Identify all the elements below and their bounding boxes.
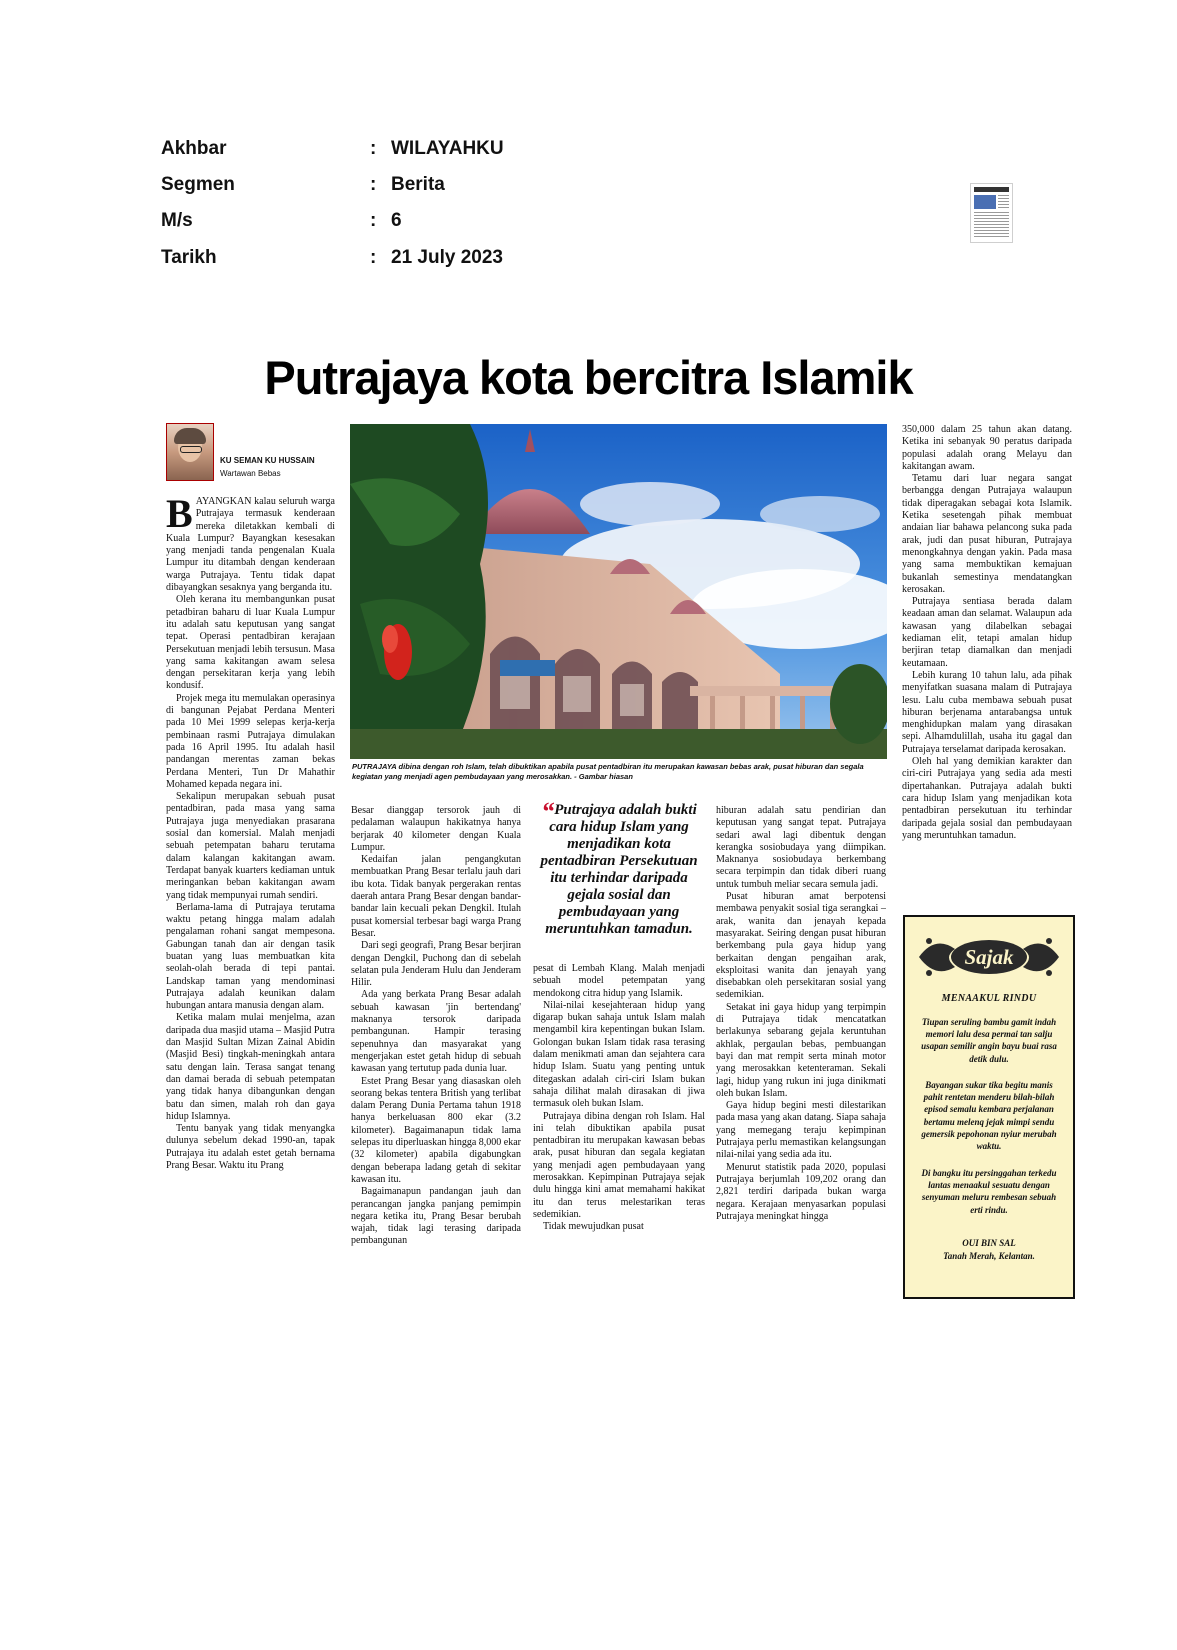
author-photo	[166, 423, 214, 481]
article-paragraph: Tetamu dari luar negara sangat berbangga dengan Putrajaya walaupun tidak diperagakan sebagai kota Islamik. Ketika sesetengah pihak membuat andaian liar bahawa pelancong suka pada arak, judi dan pusat hiburan, Putrajaya menongkahnya dengan yakin. Pada masa yang sama membuktikan kemajuan bukanlah semestinya mendatangkan kerosakan.	[902, 473, 1072, 595]
article-paragraph: Sekalipun merupakan sebuah pusat pentadbiran, pada masa yang sama Putrajaya juga menyediakan prasarana sosial dan komersial. Malah menjadi sebuah petempatan baharu terutama dalam kalangan kakitangan awam. Terdapat banyak kuarters kediaman untuk meringankan beban kakitangan awam yang tidak mempunyai rumah sendiri.	[166, 791, 335, 901]
mosque-photo	[350, 424, 887, 759]
article-paragraph: Estet Prang Besar yang diasaskan oleh seorang bekas tentera British yang terlibat dalam Perang Dunia Pertama tahun 1918 hanya berkeluasan 800 ekar (3.2 kilometer). Bagaimanapun tidak lama selepas itu diperluaskan hingga 8,000 ekar (32 kilometer) apabila digabungkan dengan beberapa ladang getah di sekitar kawasan itu.	[351, 1075, 521, 1185]
article-paragraph: pesat di Lembah Klang. Malah menjadi sebuah model petempatan yang mendokong citra hidup yang Islamik.	[533, 963, 705, 999]
meta-label: Segmen	[161, 174, 235, 195]
article-paragraph: BAYANGKAN kalau seluruh warga Putrajaya termasuk kenderaan mereka diletakkan kembali di Kuala Lumpur? Bayangkan kesesakan yang menjadi tanda pengenalan Kuala Lumpur itu ditambah dengan kenderaan warga Putrajaya. Tentu tidak dapat dibayangkan sesaknya yang berganda itu.	[166, 496, 335, 594]
meta-value: Berita	[391, 174, 445, 195]
pull-quote-text: Putrajaya adalah bukti cara hidup Islam yang menjadikan kota pentadbiran Persekutuan itu terhindar daripada gejala sosial dan pembudayaan yang meruntuhkan tamadun.	[540, 802, 698, 937]
meta-value: 21 July 2023	[391, 247, 503, 268]
page-thumbnail	[970, 183, 1013, 243]
article-paragraph: Putrajaya sentiasa berada dalam keadaan aman dan selamat. Walaupun ada kawasan yang dilabelkan sebagai kediaman elit, tetapi amalan hidup berjiran tetap diamalkan dan menjadi keutamaan.	[902, 596, 1072, 669]
article-paragraph: Menurut statistik pada 2020, populasi Putrajaya berjumlah 109,202 orang dan 2,821 terdiri daripada bukan warga negara. Kerajaan menyasarkan populasi Putrajaya meningkat hingga	[716, 1161, 886, 1222]
meta-colon: :	[370, 247, 377, 268]
article-paragraph: Ketika malam mulai menjelma, azan daripada dua masjid utama – Masjid Putra dan Masjid Sultan Mizan Zainal Abidin (Masjid Besi) tingkah-meningkah antara satu dengan lain. Terasa sangat tenang dan damai berada di sebuah petempatan yang tidak hanya dibangunkan dengan batu dan simen, malah roh dan gaya hidup Islamnya.	[166, 1012, 335, 1122]
article-paragraph: Setakat ini gaya hidup yang terpimpin di Putrajaya tidak mencatatkan berlakunya sebarang gejala keruntuhan akhlak, pergaulan bebas, pembuangan bayi dan mat rempit serta minah motor yang merosakkan ketenteraman. Sekali lagi, hidup yang rukun ini juga dinikmati oleh bukan Islam.	[716, 1001, 886, 1099]
pull-quote	[532, 797, 706, 938]
meta-colon: :	[370, 174, 377, 195]
meta-value: 6	[391, 210, 402, 231]
article-paragraph: 350,000 dalam 25 tahun akan datang. Ketika ini sebanyak 90 peratus daripada populasi adalah orang Melayu dan kakitangan awam.	[902, 424, 1072, 472]
poem-stanza: Tiupan seruling bambu gamit indah memori lalu desa permai tan salju usapan semilir angin bayu buai rasa detik dulu.	[921, 1017, 1057, 1064]
article-paragraph: Pusat hiburan amat berpotensi membawa penyakit sosial tiga serangkai – arak, wanita dan jenayah kepada masyarakat. Seiring dengan pusat hiburan berkembang pula gaya hidup yang berkaitan dengan pengaihan arak, eksploitasi wanita dan jenayah yang disebabkan oleh persekitaran sosial yang sedemikian.	[716, 891, 886, 1001]
article-paragraph: Oleh kerana itu membangunkan pusat petadbiran baharu di luar Kuala Lumpur itu adalah satu keputusan yang sangat tepat. Operasi pentadbiran kerajaan Persekutuan menjadi lebih tersusun. Masa yang sama kakitangan awam selesa dengan persekitaran kerja yang lebih kondusif.	[166, 594, 335, 692]
poem-author: OUI BIN SAL	[962, 1238, 1016, 1248]
meta-label: Tarikh	[161, 247, 217, 268]
article-paragraph: Bagaimanapun pandangan jauh dan perancangan jangka panjang pemimpin negara ketika itu, Prang Besar berubah wajah, tidak lagi terasing daripada pembangunan	[351, 1186, 521, 1247]
meta-colon: :	[370, 138, 377, 159]
sajak-banner	[915, 927, 1063, 987]
author-name: KU SEMAN KU HUSSAIN	[220, 456, 315, 465]
poem-stanza: Bayangan sukar tika begitu manis pahit rentetan menderu bilah-bilah episod semalu kembara perjalanan bertamu melenq jejak mimpi sendu gemersik pepohonan nyiur merubah waktu.	[921, 1080, 1057, 1152]
article-paragraph: Kedaifan jalan pengangkutan membuatkan Prang Besar terlalu jauh dari ibu kota. Tidak banyak pergerakan rentas daerah antara Prang Besar dengan bandar-bandar lain kecuali pekan Dengkil. Itulah pusat komersial terbesar bagi warga Prang Besar.	[351, 854, 521, 939]
photo-caption: PUTRAJAYA dibina dengan roh Islam, telah dibuktikan apabila pusat pentadbiran itu merupakan kawasan bebas arak, pusat hiburan dan segala kegiatan yang menjadi agen pembudayaan yang merosakkan. - Gambar hiasan	[352, 762, 864, 781]
byline	[166, 423, 346, 483]
article-paragraph: Berlama-lama di Putrajaya terutama waktu petang hingga malam adalah pengalaman rohani sangat mempesona. Gabungan tanah dan air dengan tasik buatan yang luas membuatkan kita seolah-olah berada di tepi pantai. Landskap taman yang mendominasi Putrajaya adalah keunikan dalam hubungan antara manusia dengan alam.	[166, 901, 335, 1012]
article-paragraph: Putrajaya dibina dengan roh Islam. Hal ini telah dibuktikan apabila pusat pentadbiran itu merupakan kawasan bebas arak, pusat hiburan dan segala kegiatan yang menjadi agen pembudayaan yang merosakkan. Kepimpinan Putrajaya sejak dulu hingga kini amat memahami hakikat itu dan terus melestarikan teras sedemikian.	[533, 1110, 705, 1220]
article-column-2	[351, 805, 521, 1305]
article-paragraph: hiburan adalah satu pendirian dan keputusan yang sangat tepat. Putrajaya sedari awal lagi dibentuk dengan kerangka sosiobudaya yang diimpikan. Maknanya sosiobudaya berkembang secara terpimpin dan tidak diberi ruang untuk tumbuh meliar secara semula jadi.	[716, 805, 886, 890]
sajak-banner-text: Sajak	[964, 945, 1014, 969]
article-paragraph: Oleh hal yang demikian karakter dan ciri-ciri Putrajaya yang sedia ada mesti dipertahankan. Putrajaya adalah bukti cara hidup Islam yang menjadikan kota pentadbiran persekutuan itu terhindar daripada gejala sosial dan pembudayaan yang meruntuhkan tamadun.	[902, 756, 1072, 841]
article-paragraph: Lebih kurang 10 tahun lalu, ada pihak menyifatkan suasana malam di Putrajaya lesu. Lalu cuba membawa sebuah pusat hiburan berjenama antarabangsa untuk menghidupkan malam yang dirasakan sepi. Alhamdulillah, usaha itu gagal dan Putrajaya terselamat daripada kerosakan.	[902, 669, 1072, 755]
quote-mark-icon: “	[541, 797, 555, 826]
author-role: Wartawan Bebas	[220, 469, 281, 478]
poem-stanza: Di bangku itu persinggahan terkedu lantas menaakul sesuatu dengan senyuman meluru rembesan sebuah erti rindu.	[921, 1168, 1057, 1215]
poem-location: Tanah Merah, Kelantan.	[943, 1251, 1035, 1261]
article-paragraph: Gaya hidup begini mesti dilestarikan pada masa yang akan datang. Siapa sahaja yang memegang teraju kepimpinan Putrajaya perlu memastikan kelangsungan nilai-nilai yang sedia ada itu.	[716, 1100, 886, 1161]
article-headline: Putrajaya kota bercitra Islamik	[264, 351, 913, 404]
article-paragraph: Nilai-nilai kesejahteraan hidup yang digarap bukan sahaja untuk Islam malah mengambil kira kepentingan bukan Islam. Golongan bukan Islam tidak rasa terasing dalam menikmati aman dan sejahtera cara hidup Islam. Suatu yang penting untuk ditegaskan adalah ciri-ciri Islam bukan sahaja dilihat malah dirasakan di jiwa termasuk oleh bukan Islam.	[533, 999, 705, 1110]
meta-value: WILAYAHKU	[391, 138, 504, 159]
drop-cap: B	[166, 496, 193, 536]
article-column-5	[902, 424, 1072, 904]
meta-label: M/s	[161, 210, 193, 231]
article-paragraph: Tentu banyak yang tidak menyangka dulunya sebelum dekad 1990-an, tapak Putrajaya itu adalah estet getah bernama Prang Besar. Waktu itu Prang	[166, 1123, 335, 1172]
article-column-1	[166, 496, 335, 1296]
article-paragraph: Dari segi geografi, Prang Besar berjiran dengan Dengkil, Puchong dan di sebelah selatan pula Jenderam Hulu dan Jenderam Hilir.	[351, 940, 521, 989]
meta-colon: :	[370, 210, 377, 231]
meta-label: Akhbar	[161, 138, 227, 159]
article-paragraph: Projek mega itu memulakan operasinya di bangunan Pejabat Perdana Menteri pada 10 Mei 1999 selepas kerja-kerja pembinaan rasmi Putrajaya dimulakan pada 16 April 1995. Itu adalah hasil pandangan merentas zaman bekas Perdana Menteri, Tun Dr Mahathir Mohamed kepada negara ini.	[166, 692, 335, 790]
article-column-3	[533, 963, 705, 1303]
article-paragraph: Besar dianggap tersorok jauh di pedalaman walaupun hakikatnya hanya berjarak 40 kilometer dengan Kuala Lumpur.	[351, 805, 521, 853]
article-column-4	[716, 805, 886, 1305]
article-paragraph: Ada yang berkata Prang Besar adalah sebuah kawasan 'jin bertendang' maknanya tersorok daripada pembangunan. Hampir terasing sepenuhnya dan masyarakat yang mengerjakan estet getah hidup di sebuah kawasan yang tertutup pada dunia luar.	[351, 989, 521, 1075]
poem-title: MENAAKUL RINDU	[941, 993, 1037, 1004]
sajak-poem-box	[903, 915, 1075, 1299]
article-paragraph: Tidak mewujudkan pusat	[543, 1221, 644, 1233]
